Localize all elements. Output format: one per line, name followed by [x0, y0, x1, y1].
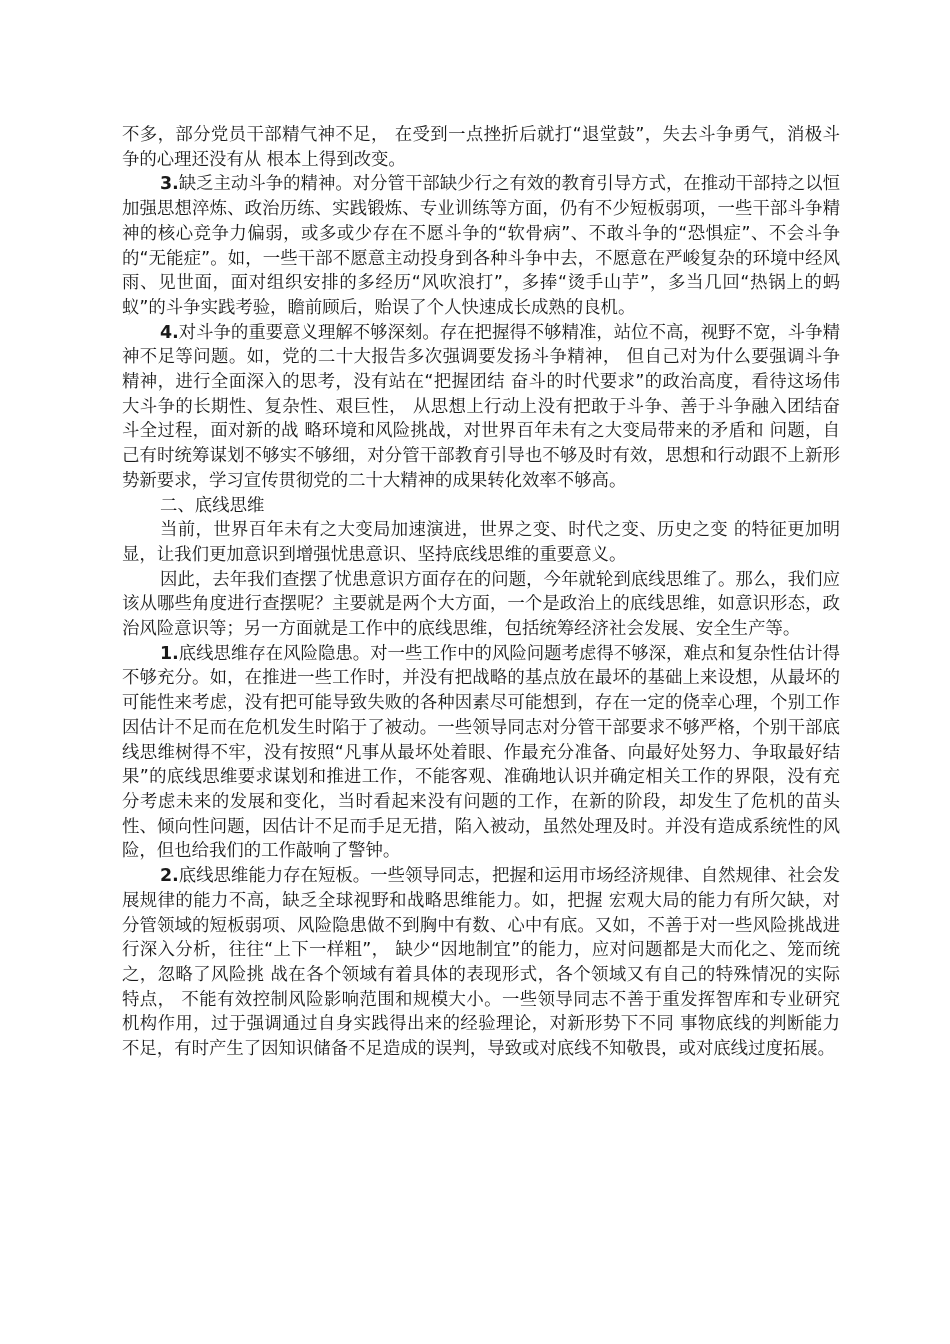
paragraph-item-1 [122, 642, 840, 864]
paragraph-text: 对斗争的重要意义理解不够深刻。存在把握得不够精准，站位不高，视野不宽，斗争精神不足等问题。如，党的二十大报告多次强调要发扬斗争精神， 但自己对为什么要强调斗争精神，进行全面深入的思考，没有站在“把握团结 奋斗的时代要求”的政治高度，看待这场伟大斗争的长期性、复杂性、艰巨性， 从思想上行动上没有把敢于斗争、善于斗争融入团结奋斗全过程，面对新的战 略环境和风险挑战，对世界百年未有之大变局带来的矛盾和 问题，自己有时统筹谋划不够实不够细，对分管干部教育引导也不够及时有效，思想和行动跟不上新形势新要求，学习宣传贯彻党的二十大精神的成果转化效率不够高。 [122, 322, 840, 491]
document-page [122, 123, 840, 1062]
item-number: 3. [160, 174, 179, 195]
item-number: 2. [160, 866, 179, 887]
paragraph-text: 底线思维存在风险隐患。对一些工作中的风险问题考虑得不够深，难点和复杂性估计得不够充分。如，在推进一些工作时，并没有把战略的基点放在最坏的基础上来设想，从最坏的可能性来考虑，没有把可能导致失败的各种因素尽可能想到，存在一定的侥幸心理，个别工作因估计不足而在危机发生时陷于了被动。一些领导同志对分管干部要求不够严格，个别干部底线思维树得不牢，没有按照“凡事从最坏处着眼、作最充分准备、向最好处努力、争取最好结果”的底线思维要求谋划和推进工作，不能客观、准确地认识并确定相关工作的界限，没有充分考虑未来的发展和变化，当时看起来没有问题的工作，在新的阶段，却发生了危机的苗头性、倾向性问题，因估计不足而手足无措，陷入被动，虽然处理及时。并没有造成系统性的风险，但也给我们的工作敲响了警钟。 [122, 643, 840, 862]
paragraph-text: 当前，世界百年未有之大变局加速演进，世界之变、时代之变、历史之变 的特征更加明显，让我们更加意识到增强忧患意识、坚持底线思维的重要意义。 [122, 520, 840, 565]
paragraph-text: 缺乏主动斗争的精神。对分管干部缺少行之有效的教育引导方式，在推动干部持之以恒加强思想淬炼、政治历练、实践锻炼、专业训练等方面，仍有不少短板弱项，一些干部斗争精神的核心竞争力偏弱，或多或少存在不愿斗争的“软骨病”、不敢斗争的“恐惧症”、不会斗争的“无能症”。如，一些干部不愿意主动投身到各种斗争中去，不愿意在严峻复杂的环境中经风雨、见世面，面对组织安排的多经历“风吹浪打”，多捧“烫手山芋”，多当几回“热锅上的蚂蚁”的斗争实践考验，瞻前顾后，贻误了个人快速成长成熟的良机。 [122, 174, 840, 318]
paragraph-context [122, 568, 840, 642]
paragraph-item-3 [122, 172, 840, 320]
paragraph-text: 底线思维能力存在短板。一些领导同志，把握和运用市场经济规律、自然规律、社会发展规律的能力不高，缺乏全球视野和战略思维能力。如，把握 宏观大局的能力有所欠缺，对分管领域的短板弱项、风险隐患做不到胸中有数、心中有底。又如，不善于对一些风险挑战进行深入分析，往往“上下一样粗”， 缺少“因地制宜”的能力，应对问题都是大而化之、笼而统之，忽略了风险挑 战在各个领域有着具体的表现形式，各个领域又有自己的特殊情况的实际特点， 不能有效控制风险影响范围和规模大小。一些领导同志不善于重发挥智库和专业研究机构作用，过于强调通过自身实践得出来的经验理论，对新形势下不同 事物底线的判断能力不足，有时产生了因知识储备不足造成的误判，导致或对底线不知敬畏，或对底线过度拓展。 [122, 866, 840, 1060]
paragraph-intro [122, 518, 840, 567]
item-number: 1. [160, 643, 179, 664]
paragraph-text: 不多，部分党员干部精气神不足， 在受到一点挫折后就打“退堂鼓”，失去斗争勇气，消极斗争的心理还没有从 根本上得到改变。 [122, 125, 840, 170]
paragraph-item-2 [122, 864, 840, 1062]
section-heading-text: 二、底线思维 [160, 495, 265, 516]
paragraph-continuation [122, 123, 840, 172]
item-number: 4. [160, 322, 179, 343]
section-heading [122, 494, 840, 519]
paragraph-text: 因此，去年我们查摆了忧患意识方面存在的问题，今年就轮到底线思维了。那么，我们应该从哪些角度进行查摆呢？主要就是两个大方面，一个是政治上的底线思维，如意识形态，政治风险意识等；另一方面就是工作中的底线思维，包括统筹经济社会发展、安全生产等。 [122, 569, 840, 640]
paragraph-item-4 [122, 321, 840, 494]
